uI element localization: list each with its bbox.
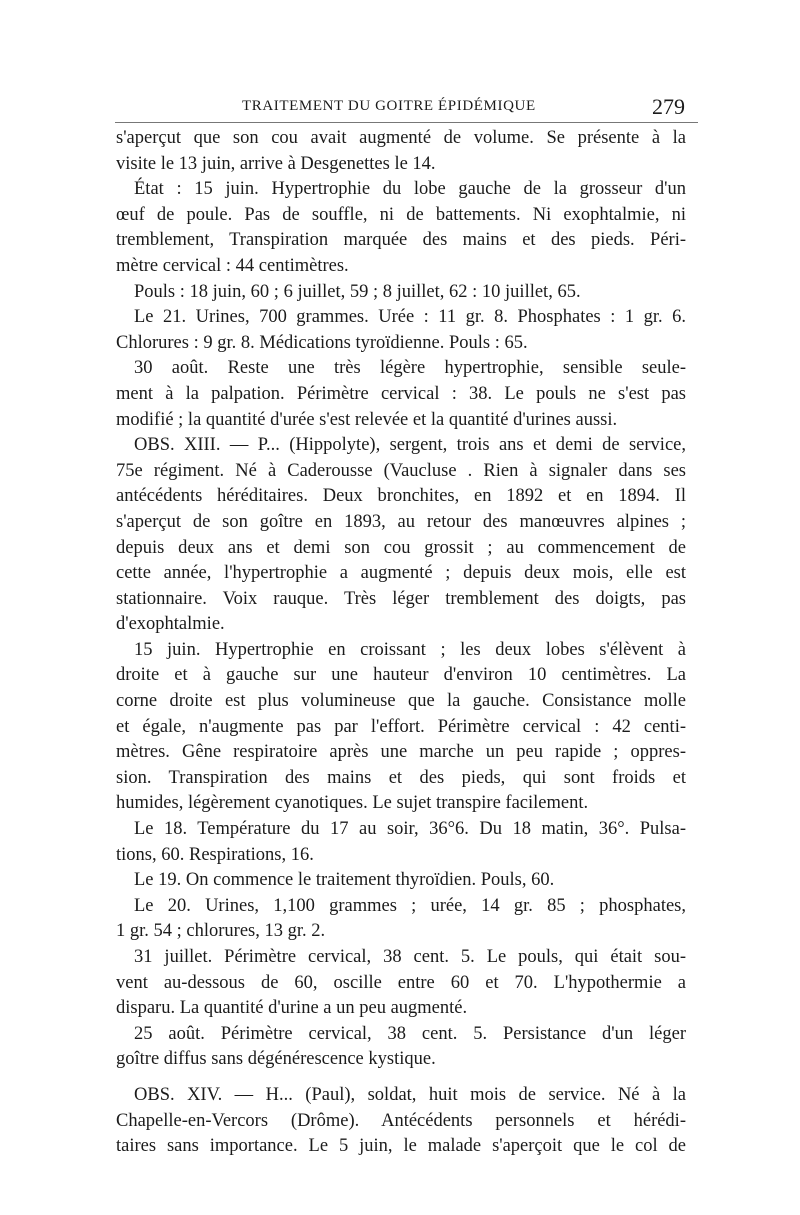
text-line: depuis deux ans et demi son cou grossit ; au commencement de xyxy=(116,537,686,558)
text-line: Le 20. Urines, 1,100 grammes ; urée, 14 gr. 85 ; phosphates, xyxy=(134,895,686,916)
text-line: goître diffus sans dégénérescence kystique. xyxy=(116,1049,436,1070)
text-line: Pouls : 18 juin, 60 ; 6 juillet, 59 ; 8 juillet, 62 : 10 juillet, 65. xyxy=(134,281,581,302)
text-line: et égale, n'augmente pas par l'effort. Périmètre cervical : 42 centi- xyxy=(116,716,686,737)
text-line: 25 août. Périmètre cervical, 38 cent. 5. Persistance d'un léger xyxy=(134,1023,686,1044)
paragraph-gap xyxy=(116,1073,686,1083)
text-line: État : 15 juin. Hypertrophie du lobe gauche de la grosseur d'un xyxy=(134,179,686,200)
text-line: tremblement, Transpiration marquée des mains et des pieds. Péri- xyxy=(116,230,686,251)
text-line: humides, légèrement cyanotiques. Le sujet transpire facilement. xyxy=(116,793,589,814)
text-line: taires sans importance. Le 5 juin, le malade s'aperçoit que le col de xyxy=(116,1136,686,1157)
text-line: OBS. XIII. — P... (Hippolyte), sergent, trois ans et demi de service, xyxy=(134,435,686,456)
text-line: Le 21. Urines, 700 grammes. Urée : 11 gr. 8. Phosphates : 1 gr. 6. xyxy=(134,307,686,328)
text-line: vent au-dessous de 60, oscille entre 60 et 70. L'hypothermie a xyxy=(116,972,686,993)
text-line: stationnaire. Voix rauque. Très léger tremblement des doigts, pas xyxy=(116,588,686,609)
text-line: 75e régiment. Né à Caderousse (Vaucluse . Rien à signaler dans ses xyxy=(116,460,686,481)
page-number: 279 xyxy=(652,94,685,119)
text-line: disparu. La quantité d'urine a un peu augmenté. xyxy=(116,998,468,1019)
text-line: ment à la palpation. Périmètre cervical : 38. Le pouls ne s'est pas xyxy=(116,383,686,404)
text-line: Chapelle-en-Vercors (Drôme). Antécédents personnels et hérédi- xyxy=(116,1110,686,1131)
text-line: d'exophtalmie. xyxy=(116,614,225,635)
text-line: modifié ; la quantité d'urée s'est relevée et la quantité d'urines aussi. xyxy=(116,409,618,430)
text-line: OBS. XIV. — H... (Paul), soldat, huit mois de service. Né à la xyxy=(134,1084,686,1105)
page-header xyxy=(0,94,800,122)
text-line: Le 19. On commence le traitement thyroïdien. Pouls, 60. xyxy=(134,870,555,891)
text-line: tions, 60. Respirations, 16. xyxy=(116,844,314,865)
text-line: s'aperçut que son cou avait augmenté de volume. Se présente à la xyxy=(116,128,686,148)
header-rule xyxy=(115,122,698,123)
running-title: TRAITEMENT DU GOITRE ÉPIDÉMIQUE xyxy=(242,98,536,114)
body-text xyxy=(116,126,686,1160)
text-line: s'aperçut de son goître en 1893, au retour des manœuvres alpines ; xyxy=(116,511,686,532)
text-line: corne droite est plus volumineuse que la gauche. Consistance molle xyxy=(116,691,686,712)
text-line: œuf de poule. Pas de souffle, ni de battements. Ni exophtalmie, ni xyxy=(116,204,686,225)
text-line: Chlorures : 9 gr. 8. Médications tyroïdienne. Pouls : 65. xyxy=(116,332,528,353)
text-line: mètre cervical : 44 centimètres. xyxy=(116,255,349,276)
text-line: sion. Transpiration des mains et des pieds, qui sont froids et xyxy=(116,767,686,788)
text-line: 30 août. Reste une très légère hypertrophie, sensible seule- xyxy=(134,358,686,379)
text-line: 1 gr. 54 ; chlorures, 13 gr. 2. xyxy=(116,921,326,942)
text-line: 15 juin. Hypertrophie en croissant ; les deux lobes s'élèvent à xyxy=(134,639,686,660)
text-line: cette année, l'hypertrophie a augmenté ; depuis deux mois, elle est xyxy=(116,563,686,584)
text-line: Le 18. Température du 17 au soir, 36°6. Du 18 matin, 36°. Pulsa- xyxy=(134,819,686,840)
text-line: mètres. Gêne respiratoire après une marche un peu rapide ; oppres- xyxy=(116,742,686,763)
text-line: droite et à gauche sur une hauteur d'environ 10 centimètres. La xyxy=(116,665,686,686)
text-line: visite le 13 juin, arrive à Desgenettes le 14. xyxy=(116,153,436,174)
text-line: 31 juillet. Périmètre cervical, 38 cent. 5. Le pouls, qui était sou- xyxy=(134,947,686,967)
text-line: antécédents héréditaires. Deux bronchites, en 1892 et en 1894. Il xyxy=(116,486,686,507)
